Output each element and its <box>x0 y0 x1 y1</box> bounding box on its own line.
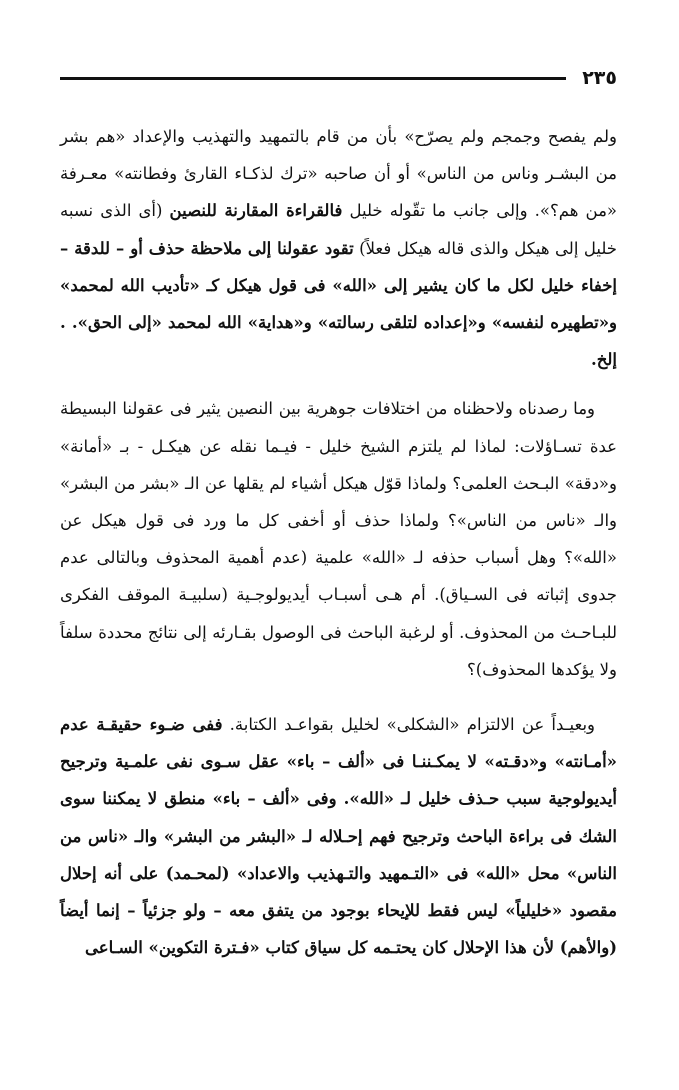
paragraph-3-segment-bold: ففى ضـوء حقيقـة عدم «أمـانته» و«دقـته» لا يمكـننـا فى «ألف – باء» عقل سـوى نفى علمـية وترجيح أيديولوجية سبب حـذف خليل لـ «الله». وفى «ألف – باء» منطق لا يمكننا سوى الشك فى براءة الباحث وترجيح فهم إحـلاله لـ «البشر من البشر» والـ «ناس من الناس» محل «الله» فى «التـمهيد والتـهذيب والاعداد» (لمحـمد) على أنه إحلال مقصود «خليلياً» ليس فقط للإيحاء بوجود من يتفق معه – ولو جزئياً – إنما أيضاً (والأهم) لأن هذا الإحلال كان يحتـمه كل سياق كتاب «فـترة التكوين» السـاعى <box>60 715 617 958</box>
paragraph-1-segment-bold: تقود عقولنا إلى ملاحظة حذف أو – للدقة – إخفاء خليل لكل ما كان يشير إلى «الله» فى قول هيكل كـ «تأديب الله لمحمد» و«تطهيره لنفسه» و«إعداده لتلقى رسالته» و«هداية» الله لمحمد «إلى الحق». . إلخ. <box>60 238 617 370</box>
page-header <box>60 58 617 98</box>
paragraph-1-segment: ولم يفصح وجمجم ولم يصرّح» بأن من قام بالتمهيد والتهذيب والإعداد «هم بشر من البشـر وناس من الناس» أو أن صاحبه «ترك لذكـاء القارئ وفطانته» معـرفة «من هم؟». وإلى جانب ما تقّوله خليل <box>60 127 617 221</box>
paragraph-spacer <box>60 688 617 706</box>
header-rule-long <box>100 77 566 80</box>
paragraph-2 <box>60 390 617 688</box>
paragraph-1-segment: (أى الذى نسبه خليل إلى هيكل والذى قاله هيكل فعلاً) <box>60 201 617 258</box>
header-rule-short <box>60 77 100 80</box>
paragraph-3-segment: وبعيـداً عن الالتزام «الشكلى» لخليل بقواعـد الكتابة. <box>222 715 596 735</box>
paragraph-2-segment: وما رصدناه ولاحظناه من اختلافات جوهرية بين النصين يثير فى عقولنا البسيطة عدة تسـاؤلات: لماذا لم يلتزم الشيخ خليل - فيـما نقله عن هيكـل - بـ «أمانة» و«دقة» البـحث العلمى؟ ولماذا قوّل هيكل أشياء لم يقلها عن الـ «بشر من البشر» والـ «ناس من الناس»؟ ولماذا حذف أو أخفى كل ما ورد فى قول هيكل عن «الله»؟ وهل أسباب حذفه لـ «الله» علمية (عدم أهمية المحذوف وبالتالى عدم جدوى إثباته فى السـياق). أم هـى أسبـاب أيديولوجـية (سلبيـة الموقف الفكرى للبـاحـث من المحذوف. أو لرغبة الباحث فى الوصول بقـارئه إلى نتائج محددة سلفاً ولا يؤكدها المحذوف)؟ <box>60 399 617 679</box>
paragraph-1-segment-bold: فالقراءة المقارنة للنصين <box>169 201 343 221</box>
page-number: ٢٣٥ <box>582 67 617 89</box>
paragraph-1 <box>60 118 617 378</box>
paragraph-3 <box>60 706 617 966</box>
header-rule <box>60 77 574 80</box>
paragraph-spacer <box>60 378 617 390</box>
